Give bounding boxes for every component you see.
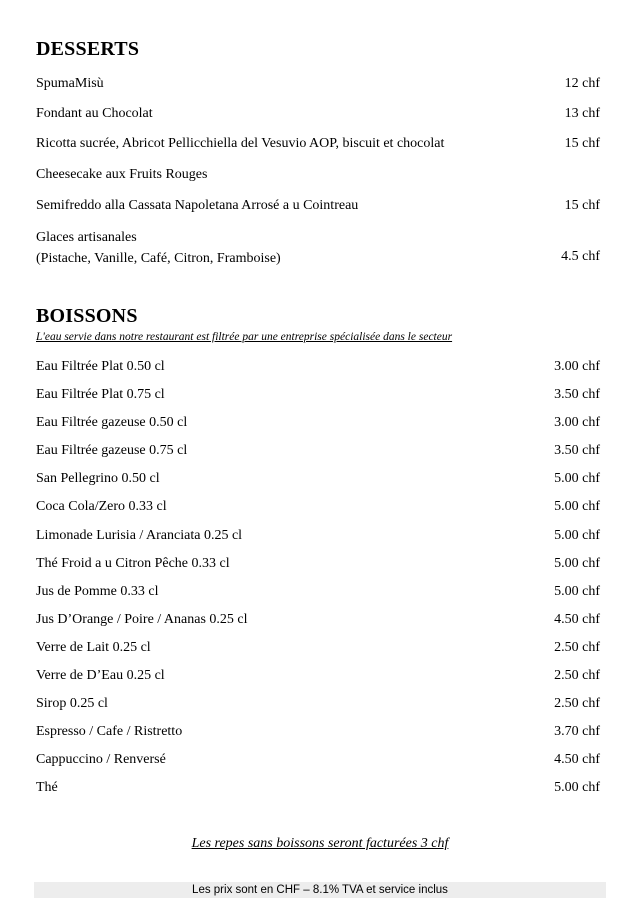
drink-price: 2.50 chf <box>554 696 600 711</box>
drink-name: Limonade Lurisia / Aranciata 0.25 cl <box>36 528 243 543</box>
water-note: L'eau servie dans notre restaurant est filtrée par une entreprise spécialisée dans le secteur <box>36 331 453 343</box>
drink-name: Eau Filtrée gazeuse 0.75 cl <box>36 443 188 458</box>
drink-name: Jus D’Orange / Poire / Ananas 0.25 cl <box>36 612 248 627</box>
drink-name: San Pellegrino 0.50 cl <box>36 471 160 486</box>
dessert-name: SpumaMisù <box>36 76 104 91</box>
drink-name: Thé Froid a u Citron Pêche 0.33 cl <box>36 556 230 571</box>
dessert-row <box>36 197 600 215</box>
drink-name: Cappuccino / Renversé <box>36 752 166 767</box>
drink-price: 4.50 chf <box>554 612 600 627</box>
drink-row <box>36 611 600 629</box>
drink-price: 4.50 chf <box>554 752 600 767</box>
drink-price: 3.50 chf <box>554 387 600 402</box>
drink-price: 5.00 chf <box>554 528 600 543</box>
drink-price: 3.00 chf <box>554 359 600 374</box>
drink-name: Thé <box>36 780 58 795</box>
dessert-name: Fondant au Chocolat <box>36 106 153 121</box>
drink-name: Sirop 0.25 cl <box>36 696 108 711</box>
drink-price: 5.00 chf <box>554 556 600 571</box>
glaces-detail: (Pistache, Vanille, Café, Citron, Framboise) <box>36 251 281 266</box>
drink-row <box>36 442 600 460</box>
dessert-row <box>36 105 600 123</box>
no-drinks-surcharge-note: Les repes sans boissons seront facturées 3 chf <box>191 836 449 851</box>
drink-price: 5.00 chf <box>554 471 600 486</box>
drink-row <box>36 358 600 376</box>
dessert-row-glaces <box>36 227 600 267</box>
dessert-row <box>36 166 600 184</box>
dessert-price: 15 chf <box>564 136 600 151</box>
drink-price: 3.00 chf <box>554 415 600 430</box>
drink-row <box>36 414 600 432</box>
dessert-row <box>36 135 600 153</box>
drink-price: 5.00 chf <box>554 499 600 514</box>
drink-row <box>36 498 600 516</box>
dessert-name: Semifreddo alla Cassata Napoletana Arrosé a u Cointreau <box>36 198 359 213</box>
dessert-price: 12 chf <box>564 76 600 91</box>
drink-row <box>36 667 600 685</box>
dessert-row <box>36 75 600 93</box>
drink-row <box>36 470 600 488</box>
drink-row <box>36 527 600 545</box>
drink-price: 3.70 chf <box>554 724 600 739</box>
drink-name: Espresso / Cafe / Ristretto <box>36 724 183 739</box>
dessert-price: 13 chf <box>564 106 600 121</box>
dessert-name: Ricotta sucrée, Abricot Pellicchiella del Vesuvio AOP, biscuit et chocolat <box>36 136 445 151</box>
drink-name: Verre de D’Eau 0.25 cl <box>36 668 165 683</box>
drink-price: 2.50 chf <box>554 640 600 655</box>
dessert-price: 15 chf <box>564 198 600 213</box>
drink-price: 5.00 chf <box>554 584 600 599</box>
drink-name: Eau Filtrée Plat 0.50 cl <box>36 359 165 374</box>
dessert-name <box>36 227 281 269</box>
drink-row <box>36 779 600 797</box>
dessert-name: Cheesecake aux Fruits Rouges <box>36 167 208 182</box>
drink-price: 5.00 chf <box>554 780 600 795</box>
boissons-title: BOISSONS <box>36 305 138 327</box>
drink-row <box>36 555 600 573</box>
footer-price-note: Les prix sont en CHF – 8.1% TVA et service inclus <box>34 882 606 898</box>
glaces-name: Glaces artisanales <box>36 230 137 245</box>
drink-name: Jus de Pomme 0.33 cl <box>36 584 159 599</box>
drink-name: Eau Filtrée Plat 0.75 cl <box>36 387 165 402</box>
drink-price: 2.50 chf <box>554 668 600 683</box>
drink-name: Eau Filtrée gazeuse 0.50 cl <box>36 415 188 430</box>
desserts-title: DESSERTS <box>36 38 140 60</box>
drink-row <box>36 695 600 713</box>
drink-row <box>36 751 600 769</box>
drink-row <box>36 723 600 741</box>
dessert-price: 4.5 chf <box>561 249 600 264</box>
drink-name: Verre de Lait 0.25 cl <box>36 640 151 655</box>
drink-name: Coca Cola/Zero 0.33 cl <box>36 499 167 514</box>
drink-row <box>36 583 600 601</box>
drink-row <box>36 639 600 657</box>
drink-row <box>36 386 600 404</box>
drink-price: 3.50 chf <box>554 443 600 458</box>
